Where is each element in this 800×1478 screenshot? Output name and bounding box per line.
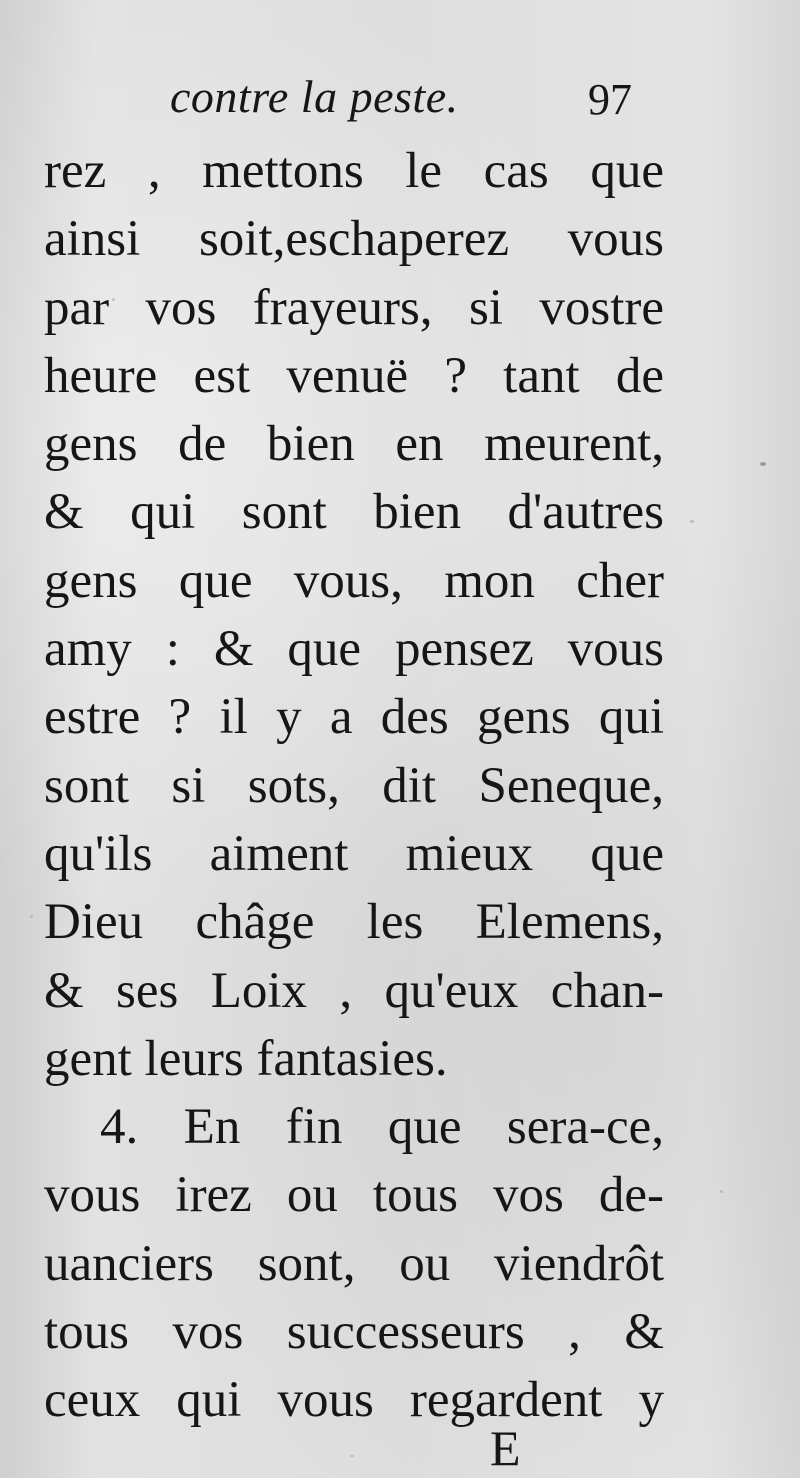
page-number: 97 [588, 75, 632, 124]
text-line: estre ? il y a des gens qui [44, 689, 664, 746]
paper-speck [30, 915, 33, 918]
paper-speck [720, 1190, 723, 1193]
text-line: sont si sots, dit Seneque, [44, 757, 664, 814]
text-line: vous irez ou tous vos de- [44, 1167, 664, 1224]
text-line: tous vos successeurs , & [44, 1304, 664, 1361]
text-line: qu'ils aiment mieux que [44, 825, 664, 882]
text-line: par vos frayeurs, si vostre [44, 279, 664, 336]
signature-mark: E [490, 1420, 521, 1476]
text-line: gent leurs fantasies. [44, 1030, 448, 1087]
text-line: gens que vous, mon cher [44, 552, 664, 609]
page-header [170, 70, 660, 140]
text-line: 4. En fin que sera-ce, [100, 1099, 664, 1156]
text-line: gens de bien en meurent, [44, 416, 664, 473]
text-line: ceux qui vous regardent y [44, 1372, 664, 1429]
text-line: & ses Loix , qu'eux chan- [44, 962, 664, 1019]
text-line: heure est venuë ? tant de [44, 347, 664, 404]
running-title: contre la peste. [170, 71, 459, 122]
text-line: uanciers sont, ou viendrôt [44, 1235, 664, 1292]
paper-speck [350, 1455, 354, 1457]
text-line: ainsi soit,eschaperez vous [44, 211, 664, 268]
text-line: & qui sont bien d'autres [44, 484, 664, 541]
text-line: amy : & que pensez vous [44, 621, 664, 678]
body-text [44, 137, 664, 1435]
paper-speck [760, 462, 766, 466]
text-line: rez , mettons le cas que [44, 143, 664, 199]
paper-speck [690, 520, 694, 523]
text-line: Dieu châge les Elemens, [44, 894, 664, 951]
